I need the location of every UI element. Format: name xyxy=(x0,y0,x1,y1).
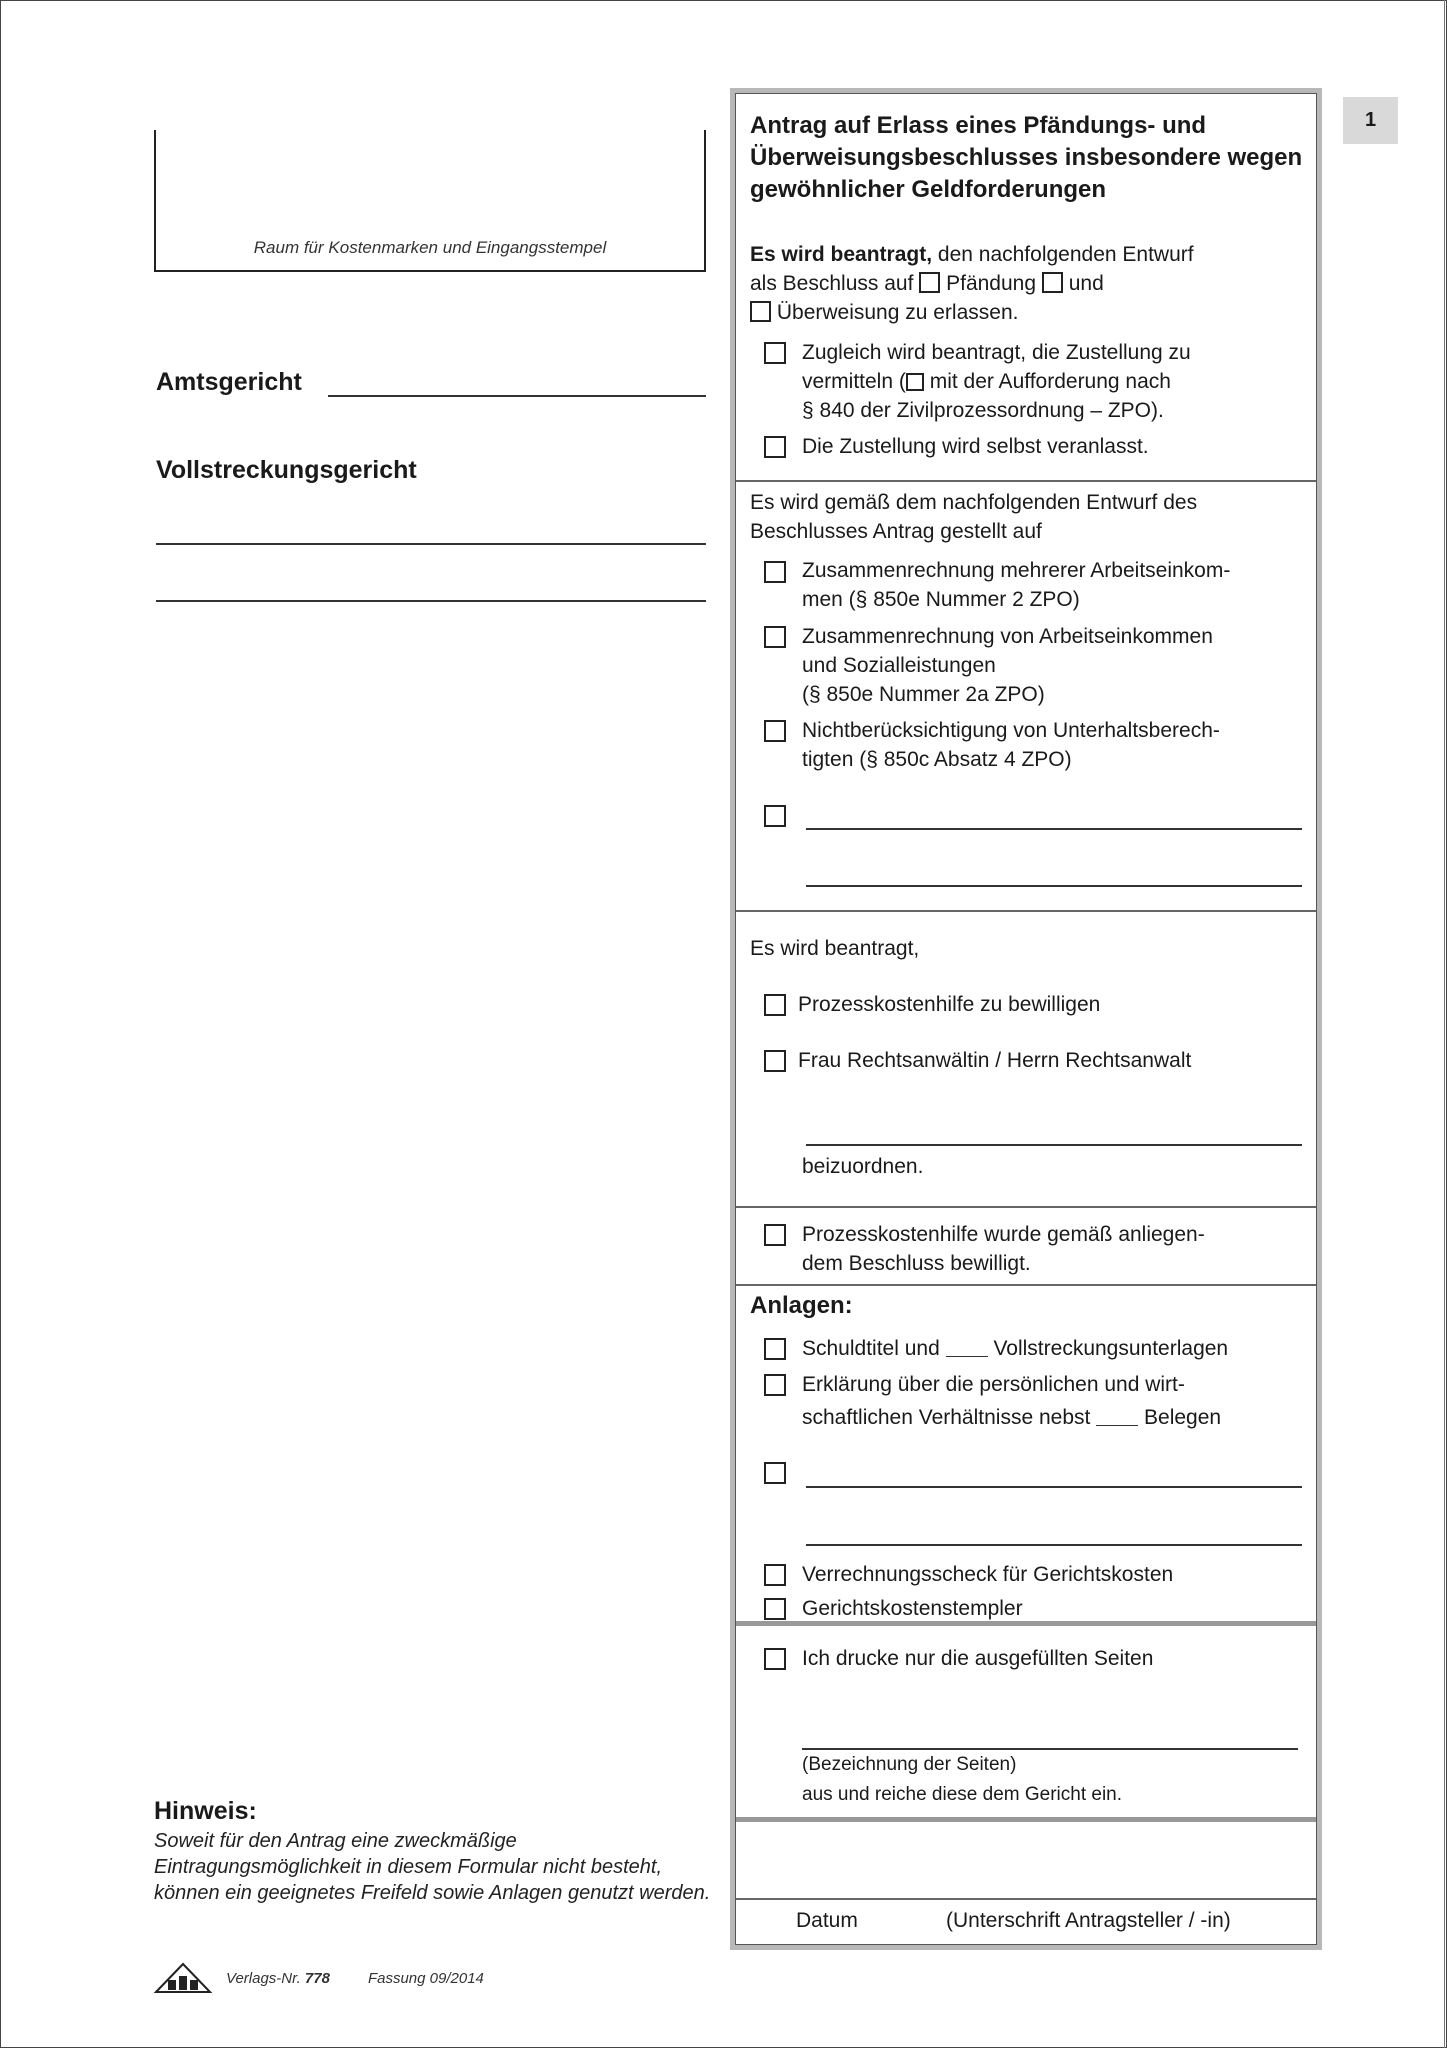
enforcement-court-label: Vollstreckungsgericht xyxy=(156,456,417,484)
opt2-line-3: (§ 850e Nummer 2a ZPO) xyxy=(802,683,1045,706)
enforcement-court-line-1[interactable] xyxy=(156,543,706,545)
pages-label: Ich drucke nur die ausgefüllten Seiten xyxy=(802,1647,1154,1670)
form-section-pages xyxy=(736,1626,1316,1822)
attachments-title: Anlagen: xyxy=(750,1292,853,1319)
pages-tail: aus und reiche diese dem Gericht ein. xyxy=(802,1784,1123,1805)
opt1-line-1: Zusammenrechnung mehrerer Arbeitseinkom- xyxy=(802,559,1231,582)
stamp-area xyxy=(154,130,706,272)
order-number xyxy=(226,1970,330,1987)
pkh-granted-checkbox[interactable] xyxy=(764,1224,786,1246)
att-declaration-text xyxy=(802,1370,1312,1432)
und-checkbox[interactable] xyxy=(1042,272,1063,293)
service-text xyxy=(802,338,1312,425)
opt-dependents-checkbox[interactable] xyxy=(764,720,786,742)
att-declaration-checkbox[interactable] xyxy=(764,1374,786,1396)
att2-count-blank[interactable] xyxy=(1096,1408,1138,1426)
att-stamp-checkbox[interactable] xyxy=(764,1598,786,1620)
att-title-text xyxy=(802,1334,1312,1363)
self-service-checkbox[interactable] xyxy=(764,436,786,458)
pfaendung-label: Pfändung xyxy=(946,272,1037,295)
form-section-draft-options xyxy=(736,482,1316,912)
draft-lead-1: Es wird gemäß dem nachfolgenden Entwurf des xyxy=(750,491,1198,514)
und-label: und xyxy=(1068,272,1104,295)
ueberweisung-label: Überweisung zu erlassen. xyxy=(776,301,1019,324)
service-line-2b: mit der Aufforderung nach xyxy=(929,370,1171,393)
form-section-attachments xyxy=(736,1286,1316,1626)
opt-combined-income-checkbox[interactable] xyxy=(764,561,786,583)
pages-caption: (Bezeichnung der Seiten) xyxy=(802,1754,1017,1775)
att-other-checkbox[interactable] xyxy=(764,1462,786,1484)
publisher-logo-icon xyxy=(154,1962,212,1994)
att1-b: Vollstreckungsunterlagen xyxy=(993,1337,1229,1360)
att2-line-2 xyxy=(802,1403,1312,1432)
ueberweisung-checkbox[interactable] xyxy=(750,301,771,322)
request-lead: Es wird beantragt, xyxy=(750,243,933,266)
opt2-line-2: und Sozialleistungen xyxy=(802,654,996,677)
draft-lead-2: Beschlusses Antrag gestellt auf xyxy=(750,520,1042,543)
pkh-granted-line-2: dem Beschluss bewilligt. xyxy=(802,1252,1031,1275)
att-cheque-checkbox[interactable] xyxy=(764,1564,786,1586)
publisher-label: Verlags-Nr. xyxy=(226,1969,301,1987)
opt-income-social-text xyxy=(802,622,1312,709)
request-text xyxy=(750,240,1310,269)
opt-other-checkbox[interactable] xyxy=(764,805,786,827)
lawyer-assign-checkbox[interactable] xyxy=(764,1050,786,1072)
att2-line-2b: Belegen xyxy=(1144,1406,1222,1429)
opt3-line-2: tigten (§ 850c Absatz 4 ZPO) xyxy=(802,748,1072,771)
service-line-2a: vermitteln ( xyxy=(802,370,906,393)
pkh-grant-label: Prozesskostenhilfe zu bewilligen xyxy=(798,993,1101,1016)
hint-text: Soweit für den Antrag eine zweckmäßige Eintragungsmöglichkeit in diesem Formular nicht besteht, können ein geeignetes Freifeld sowie Anlagen genutzt werden. xyxy=(154,1830,711,1904)
pages-line[interactable] xyxy=(802,1748,1298,1750)
service-line-2 xyxy=(802,367,1312,396)
opt1-line-2: men (§ 850e Nummer 2 ZPO) xyxy=(802,588,1080,611)
att-title-checkbox[interactable] xyxy=(764,1338,786,1360)
lawyer-name-line[interactable] xyxy=(806,1144,1302,1146)
form-title: Antrag auf Erlass eines Pfändungs- und Überweisungsbeschlusses insbesondere wegen gewöhnlicher Geldforderungen xyxy=(750,112,1303,203)
request-rest-2: als Beschluss auf xyxy=(750,272,914,295)
att-stamp-label: Gerichtskostenstempler xyxy=(802,1597,1023,1620)
opt-other-line-1[interactable] xyxy=(806,828,1302,830)
pages-checkbox[interactable] xyxy=(764,1648,786,1670)
opt-other-line-2[interactable] xyxy=(806,885,1302,887)
edition: Fassung 09/2014 xyxy=(367,1969,484,1987)
opt-combined-income-text xyxy=(802,556,1312,614)
att2-line-2a: schaftlichen Verhältnisse nebst xyxy=(802,1406,1091,1429)
att2-line-1: Erklärung über die persönlichen und wirt- xyxy=(802,1373,1185,1396)
att-cheque-label: Verrechnungsscheck für Gerichtskosten xyxy=(802,1563,1174,1586)
service-line-3: § 840 der Zivilprozessordnung – ZPO). xyxy=(802,399,1164,422)
page-number-tab: 1 xyxy=(1343,97,1398,144)
self-service-label: Die Zustellung wird selbst veranlasst. xyxy=(802,435,1149,458)
opt-dependents-text xyxy=(802,716,1312,774)
signature-field[interactable] xyxy=(736,1822,1316,1900)
att1-a: Schuldtitel und xyxy=(802,1337,940,1360)
third-party-notice-checkbox[interactable] xyxy=(906,373,924,391)
court-input-line[interactable] xyxy=(328,395,706,397)
pkh-lead: Es wird beantragt, xyxy=(750,937,920,960)
pkh-grant-checkbox[interactable] xyxy=(764,994,786,1016)
footer xyxy=(154,1962,484,1994)
form-section-legal-aid-granted xyxy=(736,1208,1316,1286)
pfaendung-checkbox[interactable] xyxy=(919,272,940,293)
att-other-line-2[interactable] xyxy=(806,1544,1302,1546)
stamp-caption: Raum für Kostenmarken und Eingangsstempel xyxy=(253,238,607,257)
opt2-line-1: Zusammenrechnung von Arbeitseinkommen xyxy=(802,625,1213,648)
lawyer-assign-tail: beizuordnen. xyxy=(802,1155,924,1178)
page-edge xyxy=(1444,0,1445,2048)
form-section-legal-aid xyxy=(736,912,1316,1208)
court-label: Amtsgericht xyxy=(156,368,302,396)
draft-lead xyxy=(750,488,1310,546)
date-label: Datum xyxy=(796,1909,858,1932)
request-line-2 xyxy=(750,269,1310,298)
request-rest-1: den nachfolgenden Entwurf xyxy=(937,243,1194,266)
application-form xyxy=(730,88,1322,1950)
order-number-value: 778 xyxy=(304,1969,330,1987)
pkh-granted-text xyxy=(802,1220,1312,1278)
att-other-line-1[interactable] xyxy=(806,1486,1302,1488)
pkh-granted-line-1: Prozesskostenhilfe wurde gemäß anliegen- xyxy=(802,1223,1205,1246)
service-line-1: Zugleich wird beantragt, die Zustellung zu xyxy=(802,341,1191,364)
service-checkbox[interactable] xyxy=(764,342,786,364)
signature-label: (Unterschrift Antragsteller / -in) xyxy=(946,1909,1231,1932)
hint-title: Hinweis: xyxy=(154,1797,257,1825)
att1-count-blank[interactable] xyxy=(946,1339,988,1357)
opt-income-social-checkbox[interactable] xyxy=(764,626,786,648)
request-line-3 xyxy=(750,298,1310,327)
enforcement-court-line-2[interactable] xyxy=(156,600,706,602)
lawyer-assign-label: Frau Rechtsanwältin / Herrn Rechtsanwalt xyxy=(798,1049,1192,1072)
opt3-line-1: Nichtberücksichtigung von Unterhaltsberech- xyxy=(802,719,1220,742)
form-section-request xyxy=(736,94,1316,482)
